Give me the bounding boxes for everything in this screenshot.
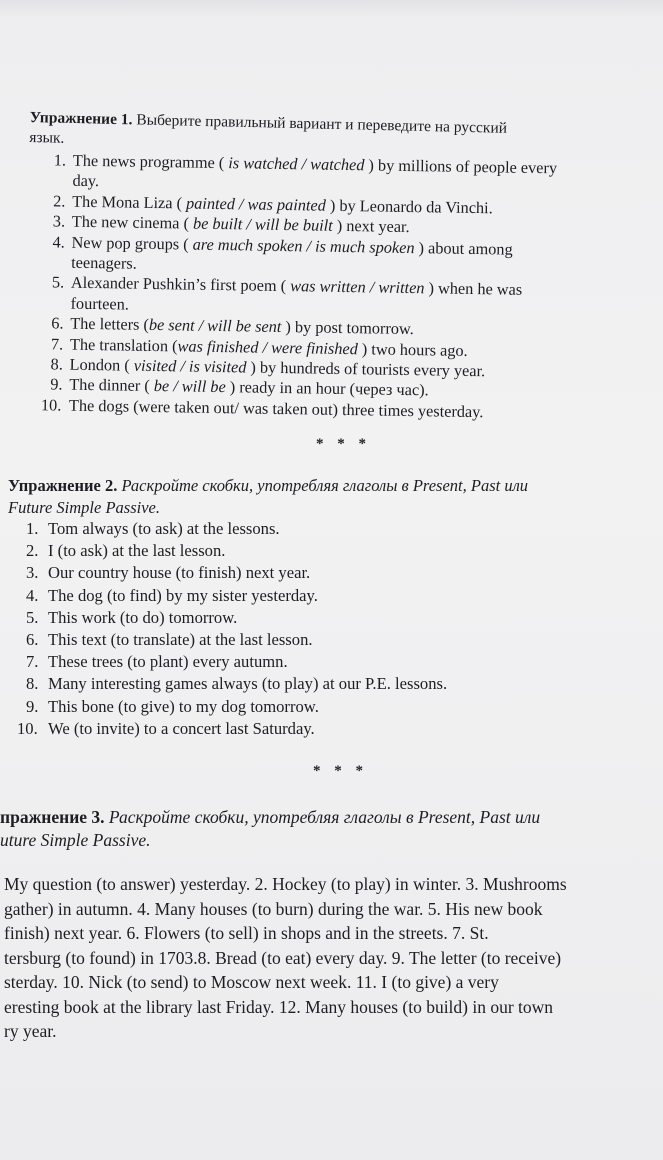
exercise-2-item [16, 585, 447, 607]
item-text: We (to invite) to a concert last Saturday. [48, 718, 315, 738]
exercise-2-label: Упражнение 2. [8, 476, 118, 495]
exercise-3-title [0, 806, 540, 852]
exercise-2-list [16, 518, 447, 740]
item-text-end: ) next year. [332, 216, 410, 237]
exercise-1-label: Упражнение 1. [29, 108, 133, 129]
paragraph-line: eresting book at the library last Friday. 12. Many houses (to build) in our town [4, 996, 554, 1017]
item-number: 7. [50, 334, 64, 354]
paragraph-line: finish) next year. 6. Flowers (to sell) in shops and in the streets. 7. St. [4, 923, 489, 943]
exercise-2-title [8, 475, 528, 519]
exercise-2-item [16, 518, 447, 540]
exercise-2-item [16, 673, 447, 695]
item-text: New pop groups ( [71, 232, 193, 254]
separator-1: * * * [316, 436, 371, 452]
item-number: 9. [50, 374, 63, 395]
item-text: London ( [69, 354, 134, 375]
item-text: I (to ask) at the last lesson. [48, 541, 226, 561]
item-text: This work (to do) tomorrow. [48, 607, 238, 627]
item-number: 4. [26, 585, 39, 605]
item-text-end: ) two hours ago. [357, 338, 468, 360]
item-text-end: ) by hundreds of tourists every year. [246, 357, 486, 381]
item-number: 2. [26, 541, 39, 561]
exercise-2-item [16, 696, 447, 718]
item-continuation: fourteen. [70, 293, 130, 314]
exercise-2-item [16, 607, 447, 629]
item-text: Tom always (to ask) at the lessons. [48, 519, 280, 538]
item-number: 10. [17, 718, 38, 738]
item-number: 1. [53, 150, 67, 170]
item-text: The dogs (were taken out/ was taken out) three times yesterday. [68, 395, 484, 422]
paragraph-line: gather) in autumn. 4. Many houses (to burn) during the war. 5. His new book [4, 898, 543, 919]
item-number: 8. [50, 354, 64, 374]
exercise-2-item [16, 651, 447, 673]
exercise-3-label: пражнение 3. [0, 807, 105, 827]
item-text-end: ) by post tomorrow. [281, 317, 414, 339]
item-number: 9. [26, 696, 39, 716]
item-text-end: ) by millions of people every [364, 155, 558, 178]
item-options: are much spoken / is much spoken [192, 234, 415, 257]
item-options: is watched / watched [228, 153, 365, 175]
item-options: be / will be [153, 376, 226, 397]
item-options: was finished / were finished [177, 336, 358, 358]
item-text: The letters ( [70, 313, 150, 335]
exercise-3-instruction-cont: uture Simple Passive. [0, 830, 151, 850]
item-text: The Mona Liza ( [72, 191, 187, 213]
item-options: be built / will be built [192, 213, 333, 236]
exercise-2-item [16, 718, 447, 740]
paragraph-line: ry year. [4, 1021, 57, 1041]
exercise-1-list [24, 150, 557, 424]
exercise-2-instruction-cont: Future Simple Passive. [8, 498, 160, 517]
paragraph-line: My question (to answer) yesterday. 2. Hockey (to play) in winter. 3. Mushrooms [4, 874, 567, 894]
item-text-end: ) by Leonardo da Vinchi. [325, 195, 493, 218]
item-text: This text (to translate) at the last lesson. [48, 630, 313, 650]
item-number: 2. [53, 191, 66, 211]
item-text: The translation ( [69, 334, 178, 356]
item-number: 8. [26, 674, 39, 694]
item-text: The news programme ( [72, 150, 229, 173]
exercise-2-item [16, 562, 447, 584]
item-number: 5. [26, 607, 39, 627]
exercise-3-instruction: Раскройте скобки, употребляя глаголы в Present, Past или [104, 807, 541, 827]
item-number: 3. [52, 211, 66, 231]
item-text-end: ) about among [414, 237, 513, 259]
exercise-3-paragraph [4, 872, 567, 1044]
item-text-end: ) when he was [424, 278, 523, 300]
exercise-1-instruction: Выберите правильный вариант и переведите на русский [132, 111, 508, 137]
item-number: 1. [26, 519, 39, 538]
item-options: painted / was painted [185, 193, 326, 215]
paragraph-line: tersburg (to found) in 1703.8. Bread (to eat) every day. 9. The letter (to receive) [4, 947, 562, 968]
item-number: 4. [52, 232, 65, 252]
item-number: 6. [51, 313, 64, 333]
item-text-end: ) ready in an hour (через час). [225, 377, 429, 400]
item-text: Alexander Pushkin’s first poem ( [70, 273, 291, 296]
exercise-1-instruction-cont: язык. [29, 128, 65, 147]
item-text: These trees (to plant) every autumn. [48, 652, 288, 672]
paper-edge-shadow [0, 0, 663, 18]
item-continuation: day. [72, 171, 100, 191]
paragraph-line: sterday. 10. Nick (to send) to Moscow next week. 11. I (to give) a very [4, 972, 499, 992]
item-number: 6. [26, 630, 39, 650]
item-options: was written / written [290, 276, 425, 298]
item-number: 5. [51, 272, 65, 293]
item-text: This bone (to give) to my dog tomorrow. [48, 696, 319, 716]
exercise-2-instruction: Раскройте скобки, употребляя глаголы в Present, Past или [117, 476, 529, 495]
separator-2: * * * [313, 763, 368, 779]
exercise-2-item [16, 540, 447, 562]
item-text: Many interesting games always (to play) at our P.E. lessons. [48, 674, 448, 694]
item-text: The dinner ( [69, 375, 155, 396]
item-options: be sent / will be sent [148, 315, 282, 337]
item-continuation: teenagers. [71, 252, 137, 273]
item-text: Our country house (to finish) next year. [48, 563, 311, 583]
item-options: visited / is visited [133, 355, 247, 377]
item-number: 7. [26, 652, 39, 672]
item-number: 3. [26, 563, 39, 583]
item-number: 10. [40, 395, 62, 415]
exercise-2-item [16, 629, 447, 651]
item-text: The new cinema ( [71, 211, 194, 233]
item-text: The dog (to find) by my sister yesterday. [48, 585, 318, 605]
